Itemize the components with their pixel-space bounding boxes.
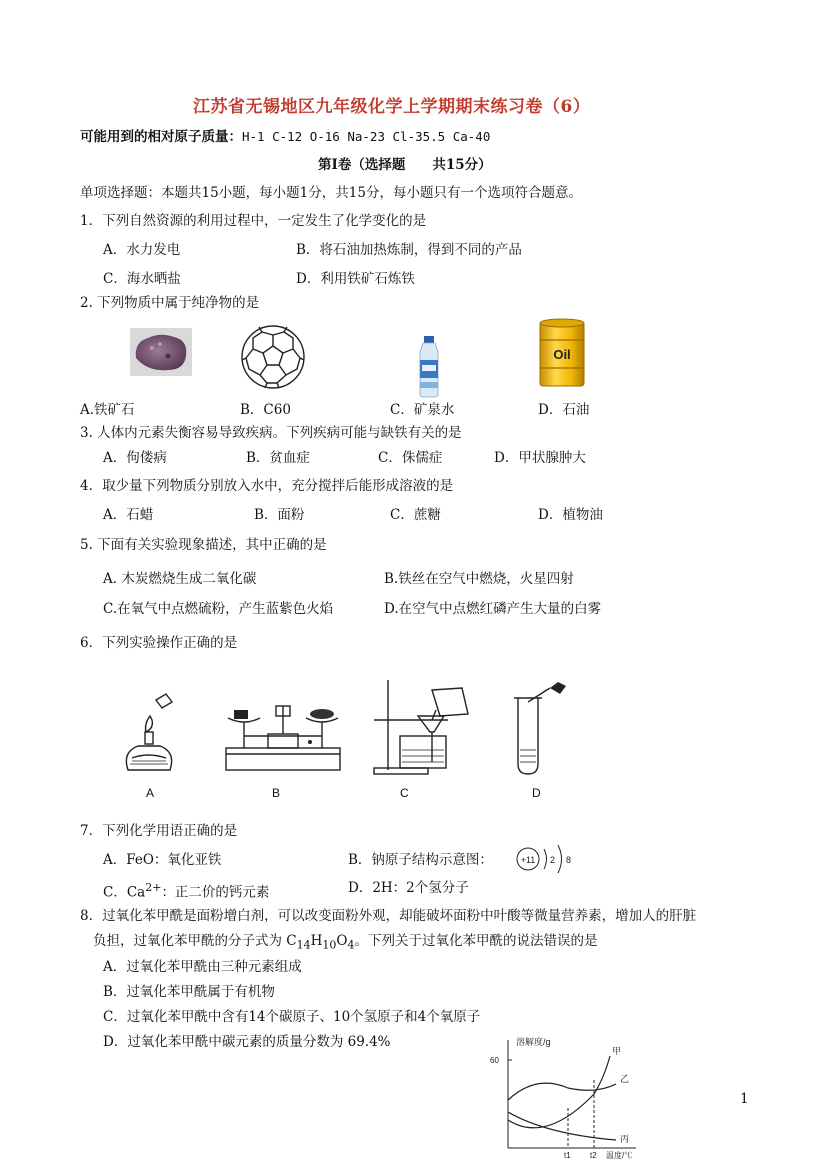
q8-h: H	[310, 933, 323, 949]
graph-curve-yi: 乙	[620, 1075, 630, 1085]
q6-label-c: C	[400, 786, 409, 800]
graph-t2: t2	[590, 1151, 597, 1160]
dropper-test-tube-diagram	[508, 680, 572, 776]
q4-option-c: C．蔗糖	[390, 507, 441, 523]
q5-option-d: D.在空气中点燃红磷产生大量的白雾	[384, 601, 602, 617]
q7-stem: 7．下列化学用语正确的是	[80, 823, 238, 839]
q4-option-d: D．植物油	[538, 507, 603, 523]
q8-stem-post: 。下列关于过氧化苯甲酰的说法错误的是	[354, 933, 598, 949]
q5-option-b: B.铁丝在空气中燃烧，火星四射	[384, 571, 574, 587]
q2-option-b: B．C60	[240, 402, 291, 418]
balance-scale-diagram	[220, 696, 346, 774]
graph-curve-jia: 甲	[612, 1047, 622, 1057]
q3-option-c: C．侏儒症	[378, 450, 443, 466]
q8-option-c: C．过氧化苯甲酰中含有14个碳原子、10个氢原子和4个氧原子	[103, 1009, 481, 1025]
graph-t1: t1	[564, 1151, 571, 1160]
q7-c-prefix: C．Ca	[103, 884, 146, 901]
q7-c-superscript: 2+	[145, 881, 162, 894]
graph-xlabel: 温度/℃	[606, 1151, 633, 1160]
q5-stem: 5. 下面有关实验现象描述，其中正确的是	[80, 537, 327, 553]
q1-stem: 1．下列自然资源的利用过程中，一定发生了化学变化的是	[80, 213, 427, 229]
q8-sub-c: 14	[296, 938, 311, 952]
q5-option-a: A. 木炭燃烧生成二氧化碳	[103, 571, 257, 587]
q2-option-c: C．矿泉水	[390, 402, 455, 418]
alcohol-lamp-diagram	[118, 690, 178, 772]
q4-option-b: B．面粉	[254, 507, 305, 523]
q7-option-c	[103, 879, 269, 902]
solubility-curve-graph	[486, 1034, 656, 1162]
q3-option-d: D．甲状腺肿大	[494, 450, 586, 466]
q8-o: O	[336, 933, 348, 949]
graph-curve-bing: 丙	[620, 1135, 630, 1145]
q3-option-a: A．佝偻病	[103, 450, 167, 466]
q4-option-a: A．石蜡	[103, 507, 154, 523]
shell1-electrons: 2	[550, 855, 556, 865]
filtration-setup-diagram	[370, 676, 482, 776]
q7-c-suffix: ：正二价的钙元素	[161, 884, 270, 901]
page-number: 1	[740, 1091, 749, 1107]
q8-sub-o: 4	[347, 938, 355, 952]
q6-label-b: B	[272, 786, 281, 800]
oil-barrel-image	[538, 318, 586, 390]
c60-fullerene-image	[240, 324, 306, 390]
q3-option-b: B．贫血症	[246, 450, 310, 466]
section-heading: 第Ⅰ卷（选择题 共15分）	[318, 157, 492, 173]
q1-option-b: B．将石油加热炼制，得到不同的产品	[296, 242, 522, 258]
q8-option-b: B．过氧化苯甲酰属于有机物	[103, 984, 275, 1000]
q1-option-d: D．利用铁矿石炼铁	[296, 271, 415, 287]
mineral-water-bottle-image	[414, 336, 444, 398]
iron-ore-image	[130, 328, 192, 376]
q6-stem: 6．下列实验操作正确的是	[80, 635, 238, 651]
page-title: 江苏省无锡地区九年级化学上学期期末练习卷（6）	[193, 97, 591, 117]
atomic-mass-label: 可能用到的相对原子质量：	[80, 129, 242, 145]
atomic-mass-line	[80, 128, 490, 146]
section-instructions: 单项选择题：本题共15小题，每小题1分，共15分，每小题只有一个选项符合题意。	[80, 185, 582, 201]
atomic-mass-values: H-1 C-12 O-16 Na-23 Cl-35.5 Ca-40	[242, 129, 491, 144]
q8-stem-line2	[93, 932, 597, 955]
oil-barrel-label: Oil	[553, 347, 571, 362]
q2-option-d: D．石油	[538, 402, 590, 418]
q8-stem-line1: 8．过氧化苯甲酰是面粉增白剂，可以改变面粉外观，却能破坏面粉中叶酸等微量营养素，增加人的肝脏	[80, 908, 697, 924]
q8-sub-h: 10	[322, 938, 337, 952]
graph-y-tick-60: 60	[490, 1056, 499, 1065]
q2-option-a: A.铁矿石	[80, 402, 135, 418]
nucleus-charge: +11	[520, 855, 536, 865]
shell2-electrons: 8	[566, 855, 572, 865]
q6-label-d: D	[532, 786, 541, 800]
q3-stem: 3. 人体内元素失衡容易导致疾病。下列疾病可能与缺铁有关的是	[80, 425, 462, 441]
q5-option-c: C.在氧气中点燃硫粉，产生蓝紫色火焰	[103, 601, 334, 617]
q7-option-d: D．2H：2个氢分子	[348, 880, 469, 896]
q8-stem-pre: 负担，过氧化苯甲酰的分子式为 C	[93, 933, 297, 949]
q4-stem: 4．取少量下列物质分别放入水中，充分搅拌后能形成溶液的是	[80, 478, 454, 494]
sodium-atom-structure-diagram	[512, 842, 578, 876]
q1-option-c: C．海水晒盐	[103, 271, 181, 287]
graph-ylabel: 溶解度/g	[516, 1037, 551, 1047]
q7-option-b: B．钠原子结构示意图：	[348, 852, 493, 868]
q6-label-a: A	[146, 786, 155, 800]
q8-option-a: A．过氧化苯甲酰由三种元素组成	[103, 959, 302, 975]
q7-option-a: A．FeO：氧化亚铁	[103, 852, 222, 868]
q1-option-a: A．水力发电	[103, 242, 181, 258]
q8-option-d: D．过氧化苯甲酰中碳元素的质量分数为 69.4%	[103, 1034, 391, 1050]
q2-stem: 2. 下列物质中属于纯净物的是	[80, 295, 260, 311]
